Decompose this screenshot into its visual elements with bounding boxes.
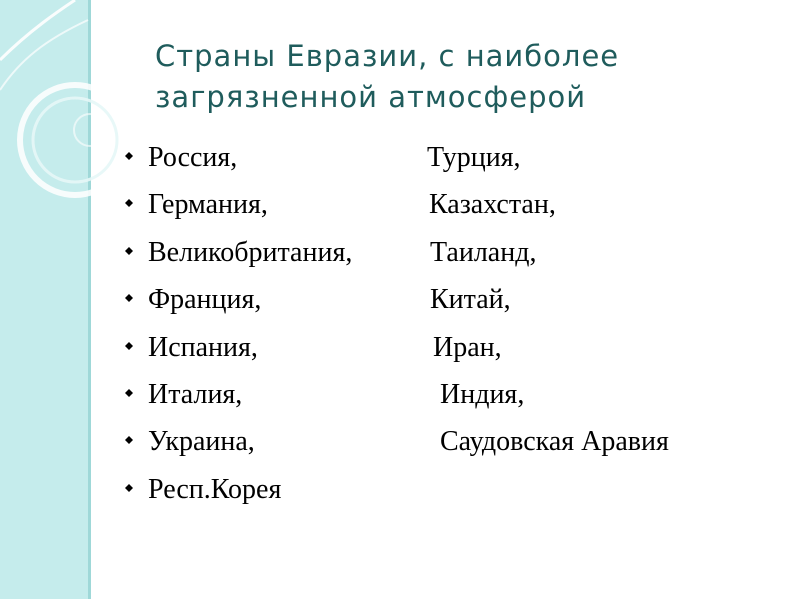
list-item — [0, 187, 800, 234]
bullet-icon — [124, 246, 134, 256]
country-right: Китай, — [430, 284, 511, 316]
bullet-icon — [124, 483, 134, 493]
title-line-2: загрязненной атмосферой — [155, 80, 587, 114]
country-left: Украина, — [148, 426, 255, 458]
country-left: Респ.Корея — [148, 473, 282, 505]
country-left: Великобритания, — [148, 236, 353, 268]
list-item — [0, 330, 800, 377]
country-right: Саудовская Аравия — [440, 426, 669, 458]
bullet-icon — [124, 341, 134, 351]
country-left: Россия, — [148, 142, 238, 173]
country-left: Италия, — [148, 378, 243, 410]
list-item — [0, 235, 800, 282]
bullet-icon — [124, 293, 134, 303]
bullet-icon — [124, 151, 134, 161]
bullet-icon — [124, 435, 134, 445]
slide-title — [155, 36, 775, 118]
country-left: Франция, — [148, 284, 262, 316]
country-right: Иран, — [433, 331, 502, 363]
country-right: Казахстан, — [429, 189, 556, 221]
list-item — [0, 377, 800, 424]
country-left: Испания, — [148, 331, 258, 363]
country-left: Германия, — [148, 189, 268, 221]
list-item — [0, 140, 800, 187]
list-item — [0, 472, 800, 519]
bullet-icon — [124, 198, 134, 208]
country-right: Таиланд, — [430, 236, 537, 268]
list-item — [0, 282, 800, 329]
country-right: Индия, — [440, 378, 525, 410]
country-list — [0, 140, 800, 519]
bullet-icon — [124, 388, 134, 398]
country-right: Турция, — [427, 142, 521, 173]
list-item — [0, 424, 800, 471]
title-line-1: Страны Евразии, с наиболее — [155, 39, 620, 73]
